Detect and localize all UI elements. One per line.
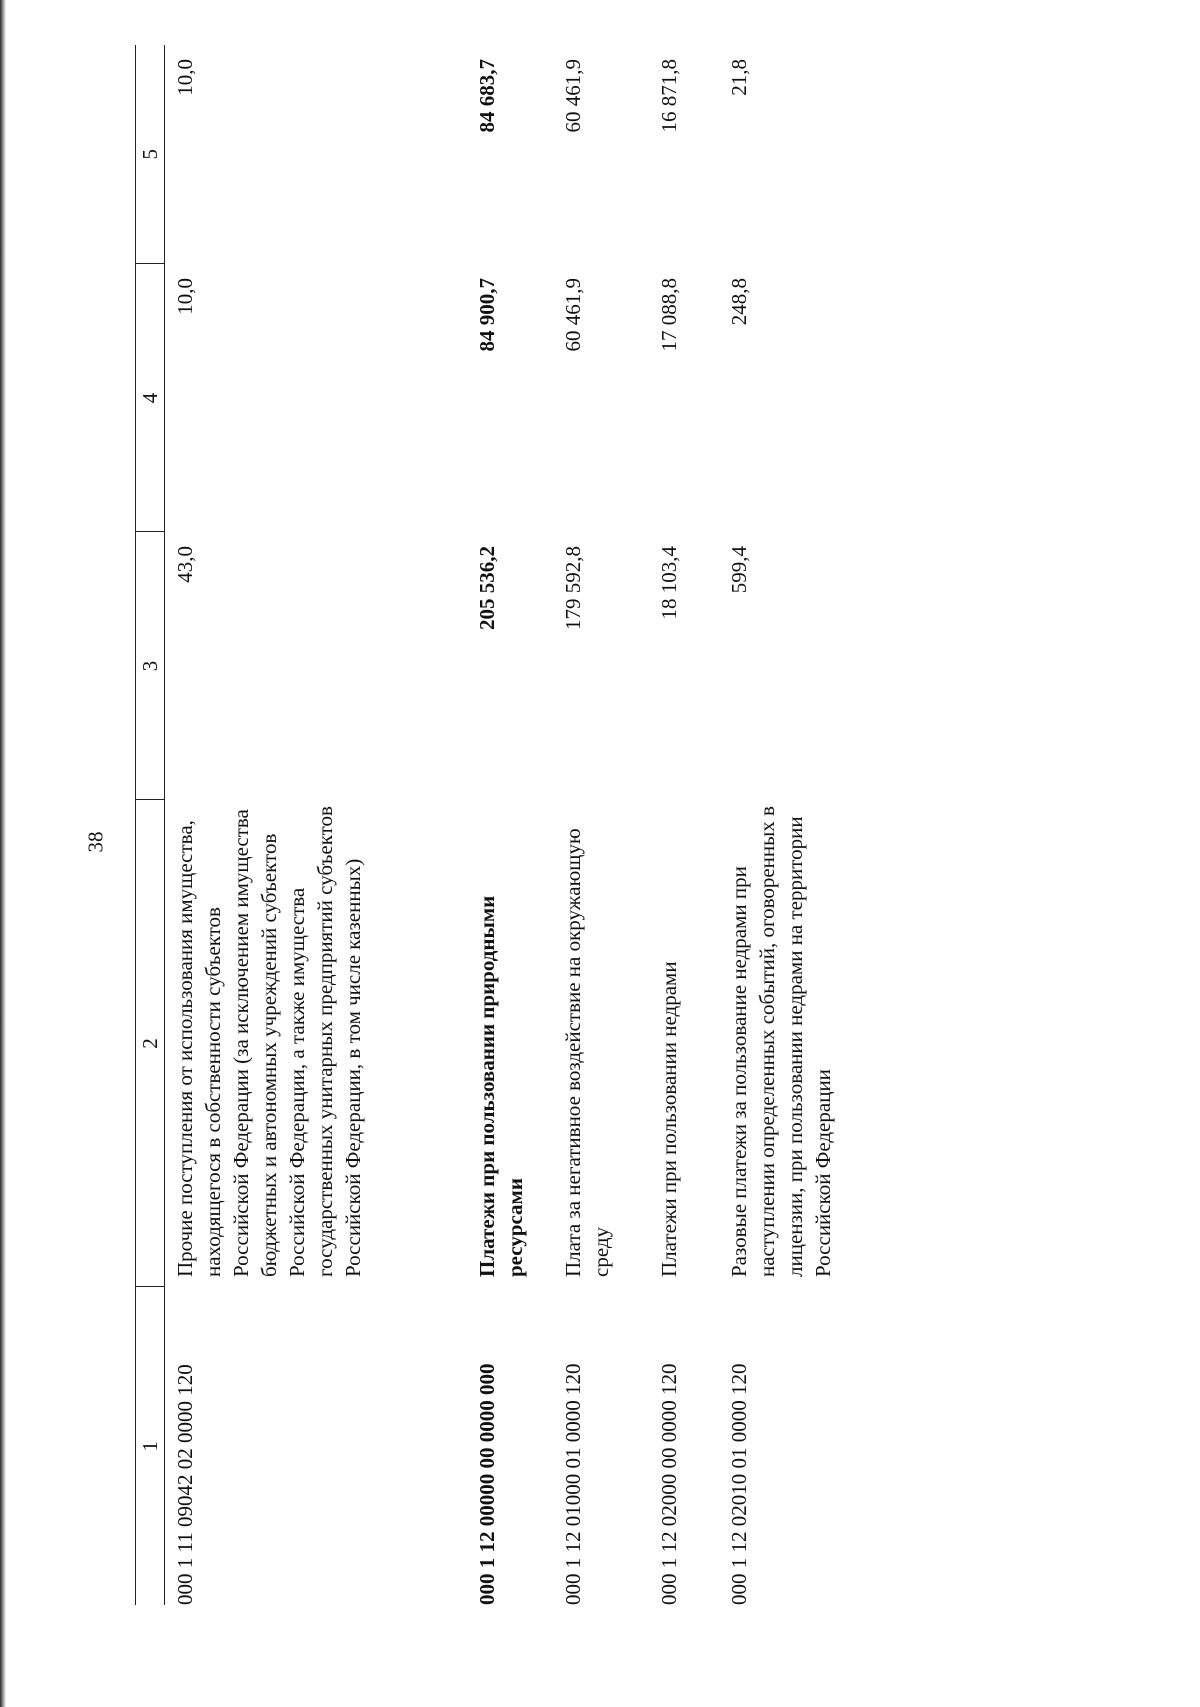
budget-code-cell: 000 1 12 00000 00 0000 000 — [475, 1363, 499, 1605]
income-name-cell: Прочие поступления от использования имущества, находящегося в собственности субъектов Российской Федерации (за исключением имущества бюджетных и автономных учреждений субъектов Российской Федерации, а также имущества государственных унитарных предприятий субъектов Российской Федерации, в том числе казенных) — [173, 806, 365, 1277]
budget-code-cell: 000 1 11 09042 02 0000 120 — [173, 1364, 197, 1605]
rotated-table-container — [135, 35, 1170, 1605]
value-col4-cell: 17 088,8 — [657, 278, 681, 352]
column-header-5: 5 — [136, 45, 165, 264]
value-col5-cell: 84 683,7 — [475, 59, 499, 133]
value-col3-cell: 599,4 — [727, 546, 751, 594]
column-header-3: 3 — [136, 532, 165, 800]
value-col3-cell: 205 536,2 — [475, 546, 499, 630]
value-col4-cell: 60 461,9 — [561, 278, 585, 352]
income-name-cell: Платежи при пользовании природными ресурсами — [475, 895, 527, 1277]
income-name-cell: Платежи при пользовании недрами — [657, 961, 681, 1277]
budget-code-cell: 000 1 12 02000 00 0000 120 — [657, 1363, 681, 1605]
column-header-1: 1 — [136, 1287, 165, 1605]
value-col3-cell: 18 103,4 — [657, 546, 681, 620]
budget-code-cell: 000 1 12 02010 01 0000 120 — [727, 1363, 751, 1605]
column-header-4: 4 — [136, 264, 165, 532]
value-col5-cell: 16 871,8 — [657, 59, 681, 133]
scan-edge — [0, 0, 6, 1707]
column-header-2: 2 — [136, 800, 165, 1287]
value-col4-cell: 84 900,7 — [475, 278, 499, 352]
income-name-cell: Разовые платежи за пользование недрами при наступлении определенных событий, оговоренных в лицензии, при пользовании недрами на территории Российской Федерации — [727, 806, 835, 1277]
income-name-cell: Плата за негативное воздействие на окружающую среду — [561, 828, 613, 1277]
value-col4-cell: 10,0 — [173, 278, 197, 315]
budget-code-cell: 000 1 12 01000 01 0000 120 — [561, 1363, 585, 1605]
table-header-row — [136, 45, 165, 1605]
value-col5-cell: 21,8 — [727, 59, 751, 96]
revenue-table — [135, 45, 925, 1605]
value-col3-cell: 43,0 — [173, 546, 197, 583]
value-col5-cell: 60 461,9 — [561, 59, 585, 133]
table-row — [165, 45, 468, 1605]
value-col4-cell: 248,8 — [727, 278, 751, 326]
value-col3-cell: 179 592,8 — [561, 546, 585, 630]
table-row — [467, 45, 553, 1605]
table-row — [553, 45, 649, 1605]
page-number: 38 — [83, 831, 108, 853]
table-row — [719, 45, 925, 1605]
value-col5-cell: 10,0 — [173, 59, 197, 96]
table-row — [649, 45, 719, 1605]
